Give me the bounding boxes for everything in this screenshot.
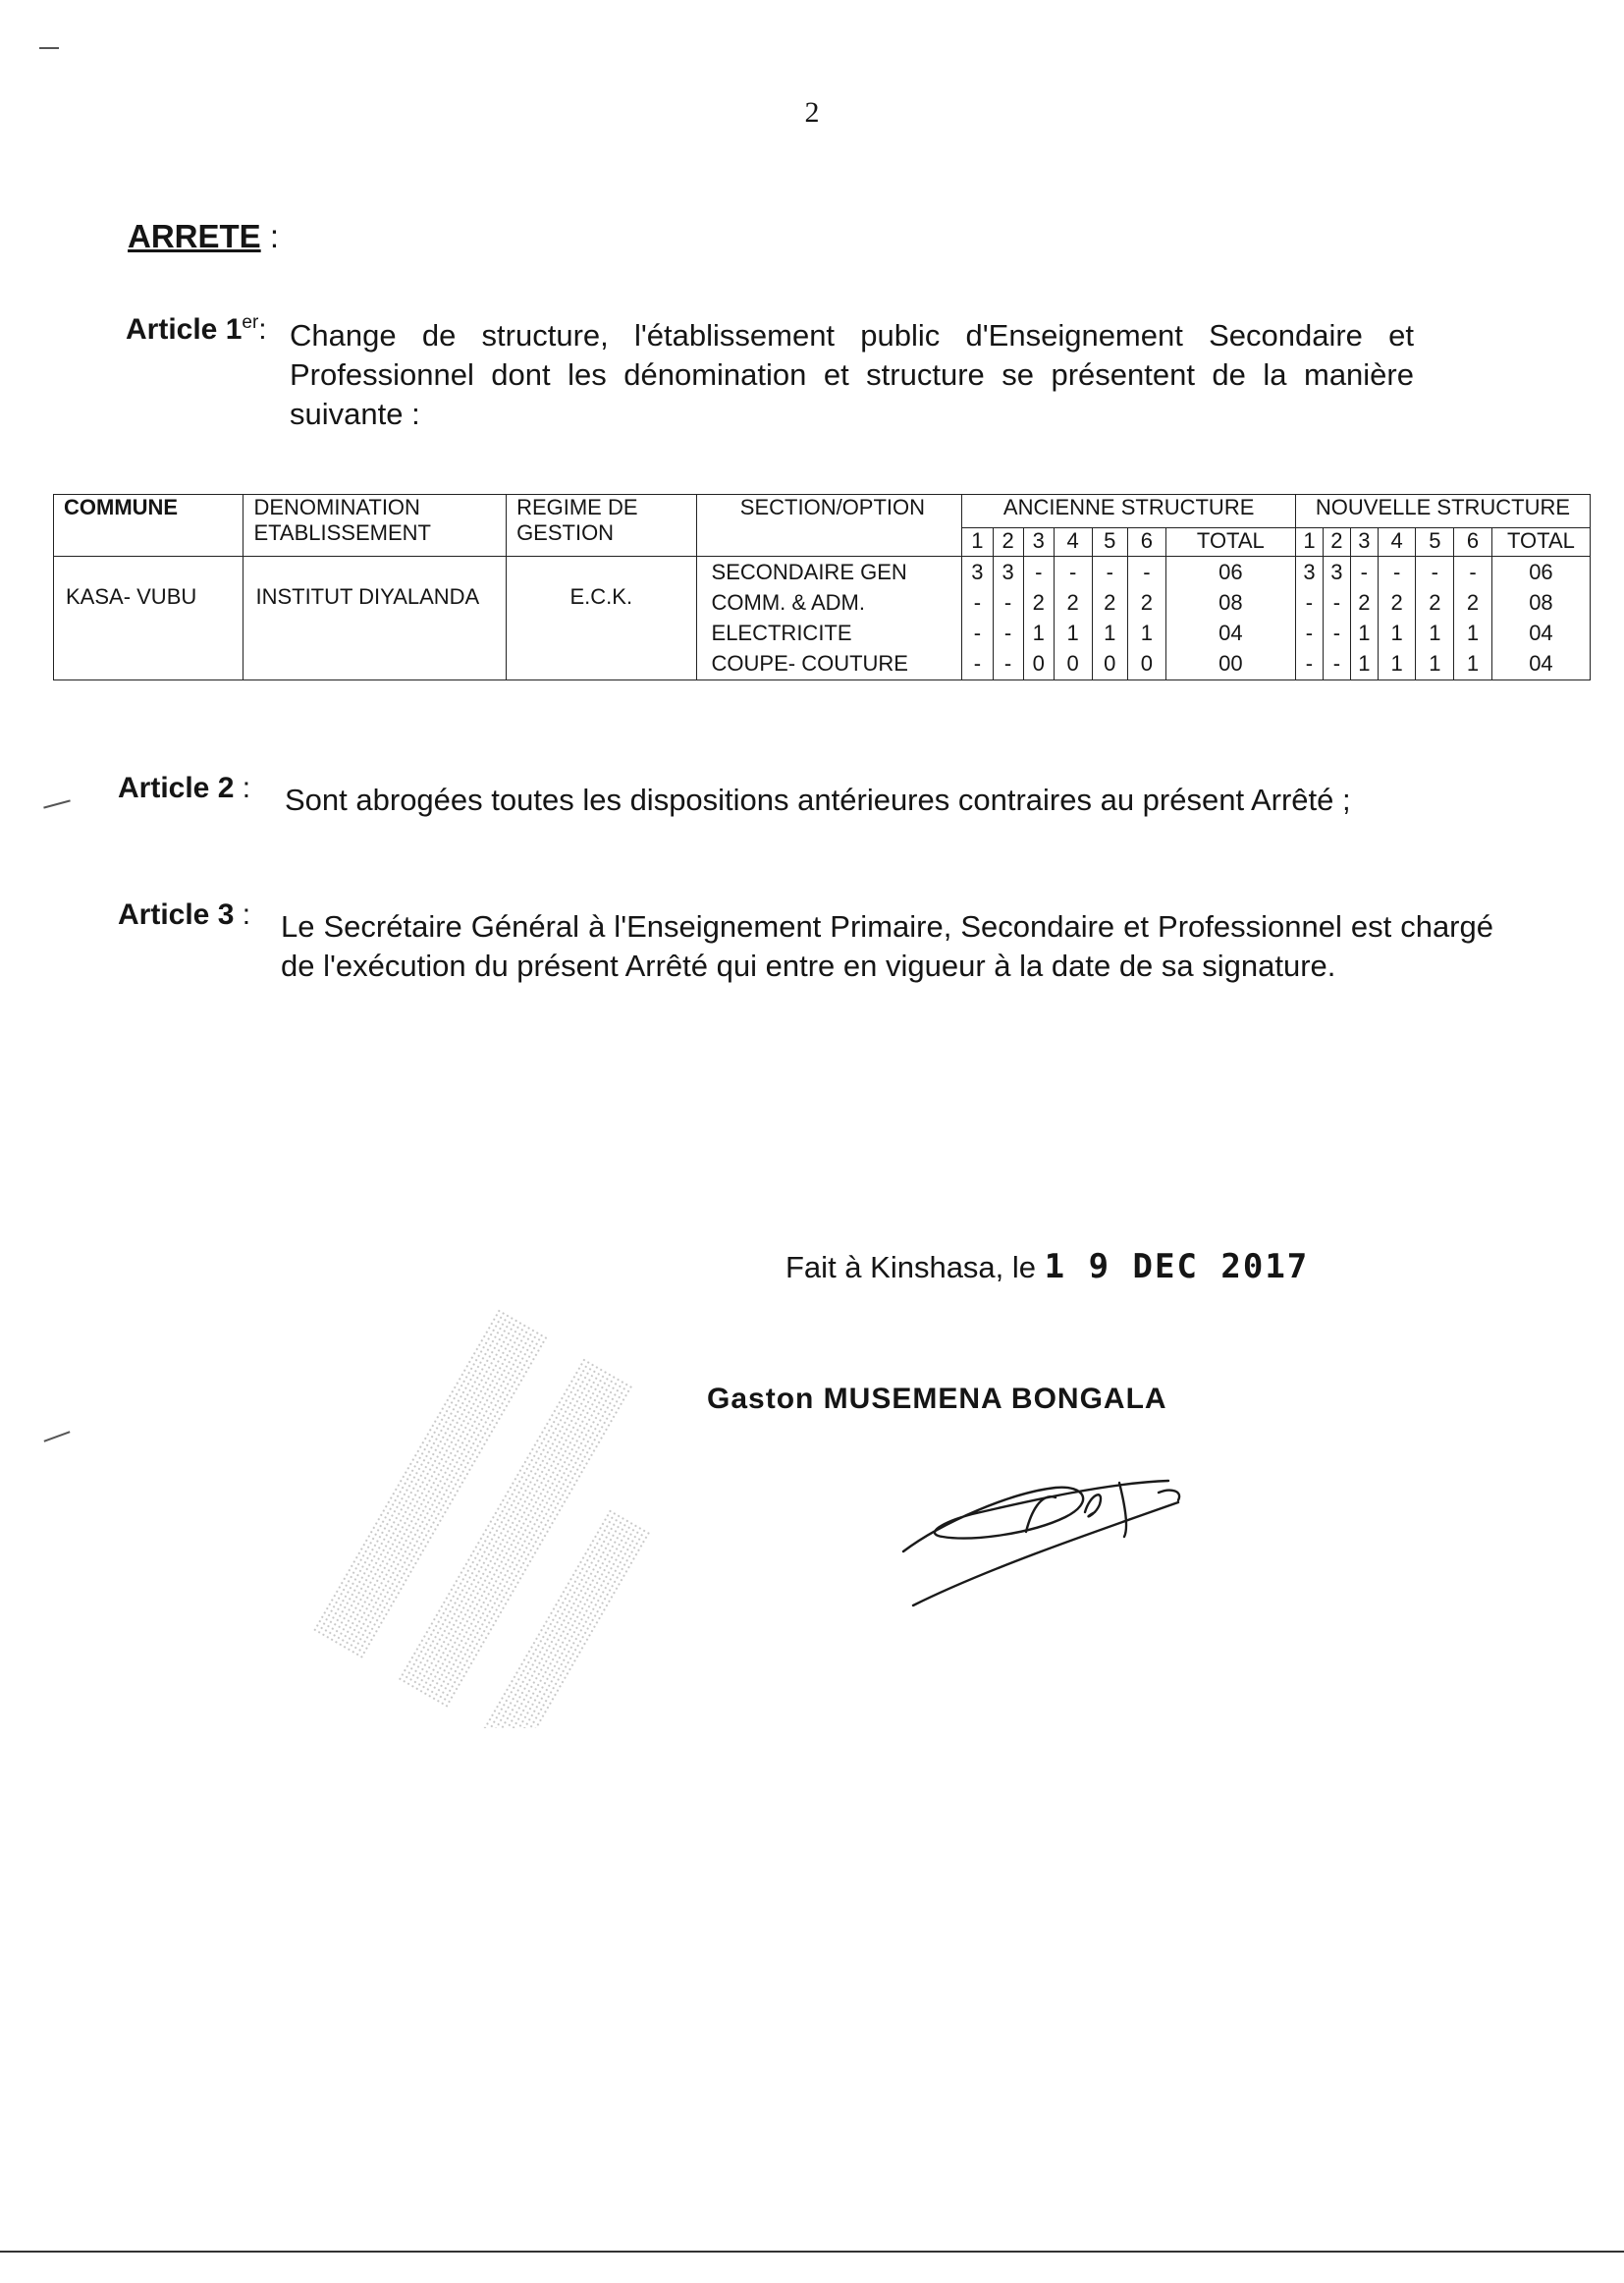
- value: 2: [1066, 590, 1079, 615]
- article-1-sup: er: [242, 312, 259, 333]
- header-section: SECTION/OPTION: [696, 495, 962, 557]
- nouvelle-total-header: TOTAL: [1491, 527, 1590, 556]
- signing-place-date: [785, 1247, 1309, 1286]
- ancienne-class-1: 1: [962, 527, 993, 556]
- value: 1: [1066, 621, 1079, 645]
- value: -: [1003, 651, 1012, 676]
- sections-list: [700, 557, 959, 679]
- ancienne-class-6: 6: [1128, 527, 1166, 556]
- cell-regime: E.C.K.: [507, 557, 696, 680]
- value: 0: [1140, 651, 1153, 676]
- nouvelle-class-3: 3: [1350, 527, 1378, 556]
- signing-date-stamp: 1 9 DEC 2017: [1044, 1247, 1310, 1286]
- article-1-label-text: Article 1: [126, 313, 243, 346]
- ancienne-total-header: TOTAL: [1165, 527, 1295, 556]
- header-ancienne-structure: ANCIENNE STRUCTURE: [962, 495, 1296, 528]
- nouvelle-col-6: [1454, 557, 1492, 680]
- value: 0: [1032, 651, 1045, 676]
- ancienne-class-5: 5: [1092, 527, 1128, 556]
- ancienne-col-1: [962, 557, 993, 680]
- value: 1: [1466, 621, 1480, 645]
- value: 2: [1140, 590, 1153, 615]
- structure-table: [53, 494, 1591, 680]
- value: 08: [1218, 590, 1243, 615]
- value: 00: [1218, 651, 1243, 676]
- value: -: [1392, 560, 1401, 584]
- value: 3: [971, 560, 984, 584]
- value: 1: [1466, 651, 1480, 676]
- ancienne-class-2: 2: [993, 527, 1023, 556]
- ancienne-col-3: [1023, 557, 1054, 680]
- scan-mark: [44, 1431, 71, 1441]
- page-number: 2: [804, 96, 820, 129]
- arrete-heading: [128, 218, 279, 255]
- value: 06: [1218, 560, 1243, 584]
- arrete-colon: :: [260, 218, 280, 254]
- nouvelle-class-2: 2: [1323, 527, 1350, 556]
- value: 3: [1330, 560, 1343, 584]
- value: -: [973, 651, 982, 676]
- value: 1: [1390, 651, 1403, 676]
- cell-sections: [696, 557, 962, 680]
- nouvelle-class-6: 6: [1454, 527, 1492, 556]
- value: -: [1003, 590, 1012, 615]
- value: 2: [1390, 590, 1403, 615]
- nouvelle-col-5: [1416, 557, 1454, 680]
- value: 2: [1429, 590, 1441, 615]
- scan-mark: [43, 799, 71, 808]
- value: -: [1068, 560, 1077, 584]
- value: 0: [1066, 651, 1079, 676]
- value: -: [1305, 651, 1314, 676]
- scan-mark: [39, 47, 59, 49]
- value: -: [1332, 621, 1341, 645]
- value: 1: [1032, 621, 1045, 645]
- signing-place: Fait à Kinshasa, le: [785, 1250, 1045, 1284]
- signatory-name: Gaston MUSEMENA BONGALA: [707, 1383, 1167, 1415]
- ancienne-col-4: [1054, 557, 1092, 680]
- nouvelle-col-4: [1378, 557, 1416, 680]
- cell-denomination: INSTITUT DIYALANDA: [244, 557, 507, 680]
- cell-commune: KASA- VUBU: [54, 557, 244, 680]
- value: -: [1431, 560, 1438, 584]
- nouvelle-col-3: [1350, 557, 1378, 680]
- nouvelle-class-4: 4: [1378, 527, 1416, 556]
- article-1-text: Change de structure, l'établissement public d'Enseignement Secondaire et Professionnel dont les dénomination et structure se présentent de la manière suivante :: [290, 318, 1414, 431]
- nouvelle-class-1: 1: [1295, 527, 1323, 556]
- article-3-label: [118, 898, 250, 932]
- header-regime: REGIME DE GESTION: [507, 495, 696, 557]
- value: 04: [1218, 621, 1243, 645]
- value: 2: [1104, 590, 1116, 615]
- value: 3: [1001, 560, 1014, 584]
- nouvelle-class-5: 5: [1416, 527, 1454, 556]
- table-row: [54, 557, 1591, 680]
- section-item: COUPE- COUTURE: [711, 651, 908, 676]
- value: -: [1360, 560, 1368, 584]
- value: 1: [1429, 651, 1441, 676]
- section-item: ELECTRICITE: [711, 621, 852, 645]
- article-2-colon: :: [234, 772, 251, 804]
- value: 06: [1529, 560, 1553, 584]
- ancienne-col-2: [993, 557, 1023, 680]
- nouvelle-col-2: [1323, 557, 1350, 680]
- bottom-rule: [0, 2251, 1624, 2253]
- article-1-colon: :: [258, 313, 267, 346]
- value: -: [973, 590, 982, 615]
- section-item: COMM. & ADM.: [711, 590, 865, 615]
- nouvelle-col-total: [1491, 557, 1590, 680]
- article-1-label: [126, 312, 267, 347]
- watermark-stamp: [196, 1218, 746, 1728]
- article-2-text: Sont abrogées toutes les dispositions antérieures contraires au présent Arrêté ;: [285, 783, 1351, 817]
- value: 3: [1303, 560, 1316, 584]
- value: -: [1003, 621, 1012, 645]
- section-item: SECONDAIRE GEN: [711, 560, 907, 584]
- header-denomination: DENOMINATION ETABLISSEMENT: [244, 495, 507, 557]
- value: 08: [1529, 590, 1553, 615]
- value: 2: [1358, 590, 1371, 615]
- article-2-label-text: Article 2: [118, 772, 235, 804]
- value: 04: [1529, 651, 1553, 676]
- header-commune: COMMUNE: [54, 495, 244, 557]
- value: 0: [1104, 651, 1116, 676]
- handwritten-signature: [884, 1443, 1198, 1610]
- value: -: [1143, 560, 1151, 584]
- value: -: [1305, 621, 1314, 645]
- header-nouvelle-structure: NOUVELLE STRUCTURE: [1295, 495, 1590, 528]
- article-2-label: [118, 772, 250, 805]
- ancienne-col-6: [1128, 557, 1166, 680]
- value: -: [1106, 560, 1113, 584]
- article-3-text: Le Secrétaire Général à l'Enseignement Primaire, Secondaire et Professionnel est chargé de l'exécution du présent Arrêté qui entre en vigueur à la date de sa signature.: [281, 909, 1493, 983]
- ancienne-col-5: [1092, 557, 1128, 680]
- ancienne-col-total: [1165, 557, 1295, 680]
- article-3-label-text: Article 3: [118, 898, 235, 931]
- value: 1: [1140, 621, 1153, 645]
- value: -: [1332, 651, 1341, 676]
- value: 04: [1529, 621, 1553, 645]
- value: -: [1035, 560, 1043, 584]
- value: 1: [1429, 621, 1441, 645]
- value: 1: [1104, 621, 1116, 645]
- value: 2: [1466, 590, 1480, 615]
- ancienne-class-4: 4: [1054, 527, 1092, 556]
- value: -: [1332, 590, 1341, 615]
- ancienne-class-3: 3: [1023, 527, 1054, 556]
- value: -: [1305, 590, 1314, 615]
- value: 1: [1358, 621, 1371, 645]
- value: 1: [1390, 621, 1403, 645]
- nouvelle-col-1: [1295, 557, 1323, 680]
- value: 2: [1032, 590, 1045, 615]
- arrete-title: ARRETE: [128, 218, 261, 254]
- value: -: [1469, 560, 1477, 584]
- article-3-colon: :: [234, 898, 251, 931]
- value: 1: [1358, 651, 1371, 676]
- value: -: [973, 621, 982, 645]
